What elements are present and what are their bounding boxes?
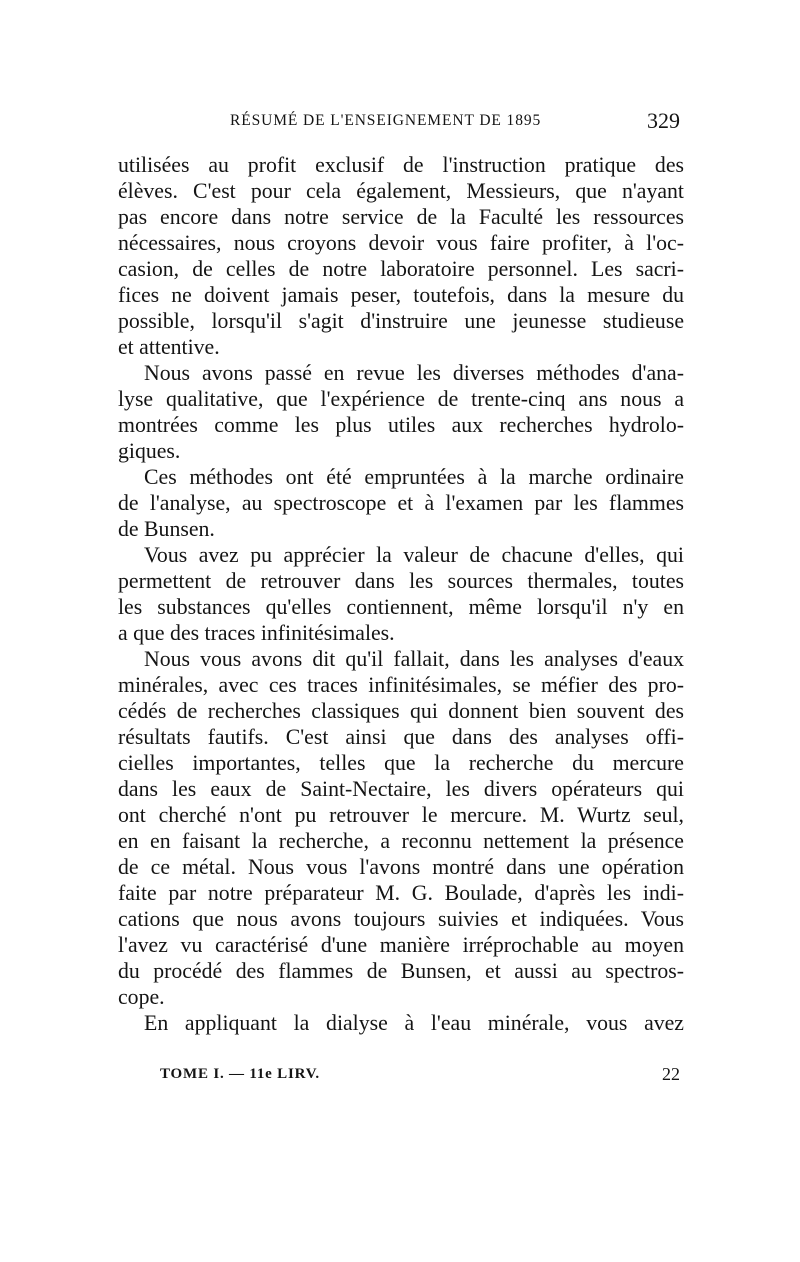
signature-mark: TOME I. — 11e LIRV. bbox=[160, 1066, 320, 1082]
text-line: cielles importantes, telles que la recherche du mercure bbox=[118, 751, 684, 775]
text-line: montrées comme les plus utiles aux recherches hydrolo- bbox=[118, 413, 684, 437]
page-footer bbox=[160, 1066, 680, 1094]
page-number: 329 bbox=[647, 108, 680, 133]
text-line: cédés de recherches classiques qui donnent bien souvent des bbox=[118, 699, 684, 723]
text-line: a que des traces infinitésimales. bbox=[118, 621, 395, 645]
text-line: lyse qualitative, que l'expérience de trente-cinq ans nous a bbox=[118, 387, 684, 411]
text-line: pas encore dans notre service de la Faculté les ressources bbox=[118, 205, 684, 229]
text-line: l'avez vu caractérisé d'une manière irréprochable au moyen bbox=[118, 933, 684, 957]
text-line: giques. bbox=[118, 439, 181, 463]
text-line: du procédé des flammes de Bunsen, et aussi au spectros- bbox=[118, 959, 684, 983]
text-line: et attentive. bbox=[118, 335, 220, 359]
text-line: possible, lorsqu'il s'agit d'instruire une jeunesse studieuse bbox=[118, 309, 684, 333]
text-line: permettent de retrouver dans les sources thermales, toutes bbox=[118, 569, 684, 593]
text-line: en en faisant la recherche, a reconnu nettement la présence bbox=[118, 829, 684, 853]
page-header bbox=[230, 108, 682, 142]
text-line: les substances qu'elles contiennent, même lorsqu'il n'y en bbox=[118, 595, 684, 619]
text-line: ont cherché n'ont pu retrouver le mercure. M. Wurtz seul, bbox=[118, 803, 684, 827]
text-line: Nous avons passé en revue les diverses méthodes d'ana- bbox=[144, 361, 684, 385]
text-line: cations que nous avons toujours suivies et indiquées. Vous bbox=[118, 907, 684, 931]
body-text bbox=[118, 152, 684, 1036]
text-line: élèves. C'est pour cela également, Messieurs, que n'ayant bbox=[118, 179, 684, 203]
text-line: utilisées au profit exclusif de l'instruction pratique des bbox=[118, 153, 684, 177]
text-line: cope. bbox=[118, 985, 165, 1009]
text-line: faite par notre préparateur M. G. Boulade, d'après les indi- bbox=[118, 881, 684, 905]
text-line: minérales, avec ces traces infinitésimales, se méfier des pro- bbox=[118, 673, 684, 697]
text-line: résultats fautifs. C'est ainsi que dans des analyses offi- bbox=[118, 725, 684, 749]
text-line: de l'analyse, au spectroscope et à l'examen par les flammes bbox=[118, 491, 684, 515]
text-line: Vous avez pu apprécier la valeur de chacune d'elles, qui bbox=[144, 543, 684, 567]
text-line: casion, de celles de notre laboratoire personnel. Les sacri- bbox=[118, 257, 684, 281]
text-line: Ces méthodes ont été empruntées à la marche ordinaire bbox=[144, 465, 684, 489]
text-line: de Bunsen. bbox=[118, 517, 215, 541]
running-title: RÉSUMÉ DE L'ENSEIGNEMENT DE 1895 bbox=[230, 112, 542, 129]
text-line: Nous vous avons dit qu'il fallait, dans les analyses d'eaux bbox=[144, 647, 684, 671]
text-line: nécessaires, nous croyons devoir vous faire profiter, à l'oc- bbox=[118, 231, 684, 255]
text-line: de ce métal. Nous vous l'avons montré dans une opération bbox=[118, 855, 684, 879]
sheet-number: 22 bbox=[662, 1064, 680, 1084]
text-line: dans les eaux de Saint-Nectaire, les divers opérateurs qui bbox=[118, 777, 684, 801]
text-line: En appliquant la dialyse à l'eau minérale, vous avez bbox=[144, 1011, 684, 1035]
text-line: fices ne doivent jamais peser, toutefois, dans la mesure du bbox=[118, 283, 684, 307]
